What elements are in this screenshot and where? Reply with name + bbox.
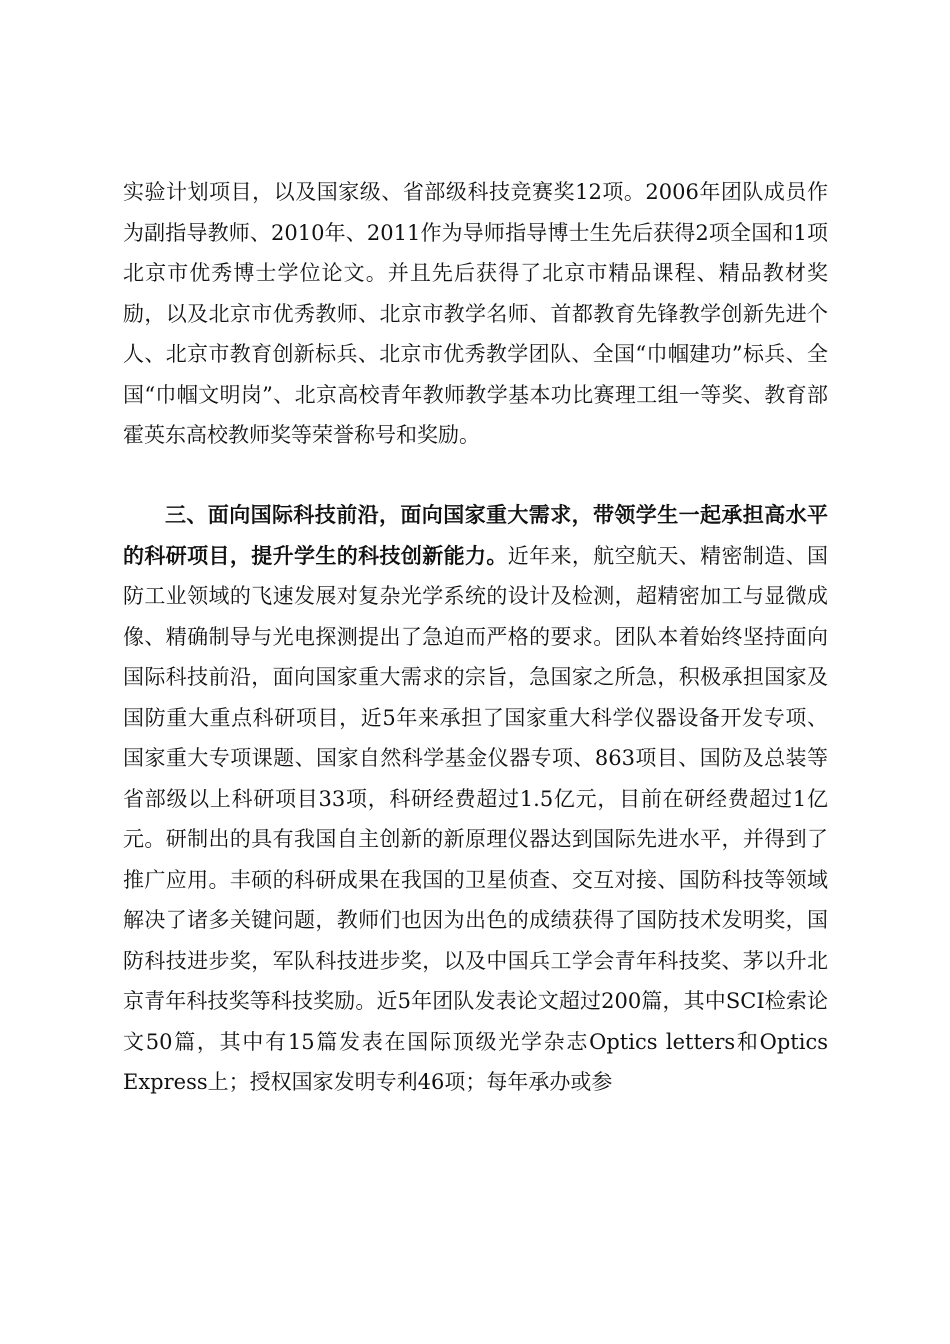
section-heading: 三、面向国际科技前沿，面向国家重大需求，带领学生一起承担高水平的科研项目，提升学生的科技创新能力。	[123, 503, 828, 568]
paragraph-research-body: 近年来，航空航天、精密制造、国防工业领域的飞速发展对复杂光学系统的设计及检测，超精密加工与显微成像、精确制导与光电探测提出了急迫而严格的要求。团队本着始终坚持面向国际科技前沿，面向国家重大需求的宗旨，急国家之所急，积极承担国家及国防重大重点科研项目，近5年来承担了国家重大科学仪器设备开发专项、国家重大专项课题、国家自然科学基金仪器专项、863项目、国防及总装等省部级以上科研项目33项，科研经费超过1.5亿元，目前在研经费超过1亿元。研制出的具有我国自主创新的新原理仪器达到国际先进水平，并得到了推广应用。丰硕的科研成果在我国的卫星侦查、交互对接、国防科技等领域解决了诸多关键问题，教师们也因为出色的成绩获得了国防技术发明奖，国防科技进步奖，军队科技进步奖，以及中国兵工学会青年科技奖、茅以升北京青年科技奖等科技奖励。近5年团队发表论文超过200篇，其中SCI检索论文50篇，其中有15篇发表在国际顶级光学杂志Optics letters和Optics Express上；授权国家发明专利46项；每年承办或参	[123, 543, 828, 1094]
paragraph-awards: 实验计划项目，以及国家级、省部级科技竞赛奖12项。2006年团队成员作为副指导教师、2010年、2011作为导师指导博士生先后获得2项全国和1项北京市优秀博士学位论文。并且先后获得了北京市精品课程、精品教材奖励，以及北京市优秀教师、北京市教学名师、首都教育先锋教学创新先进个人、北京市教育创新标兵、北京市优秀教学团队、全国“巾帼建功”标兵、全国“巾帼文明岗”、北京高校青年教师教学基本功比赛理工组一等奖、教育部霍英东高校教师奖等荣誉称号和奖励。	[123, 180, 828, 447]
paragraph-research	[123, 495, 828, 1103]
